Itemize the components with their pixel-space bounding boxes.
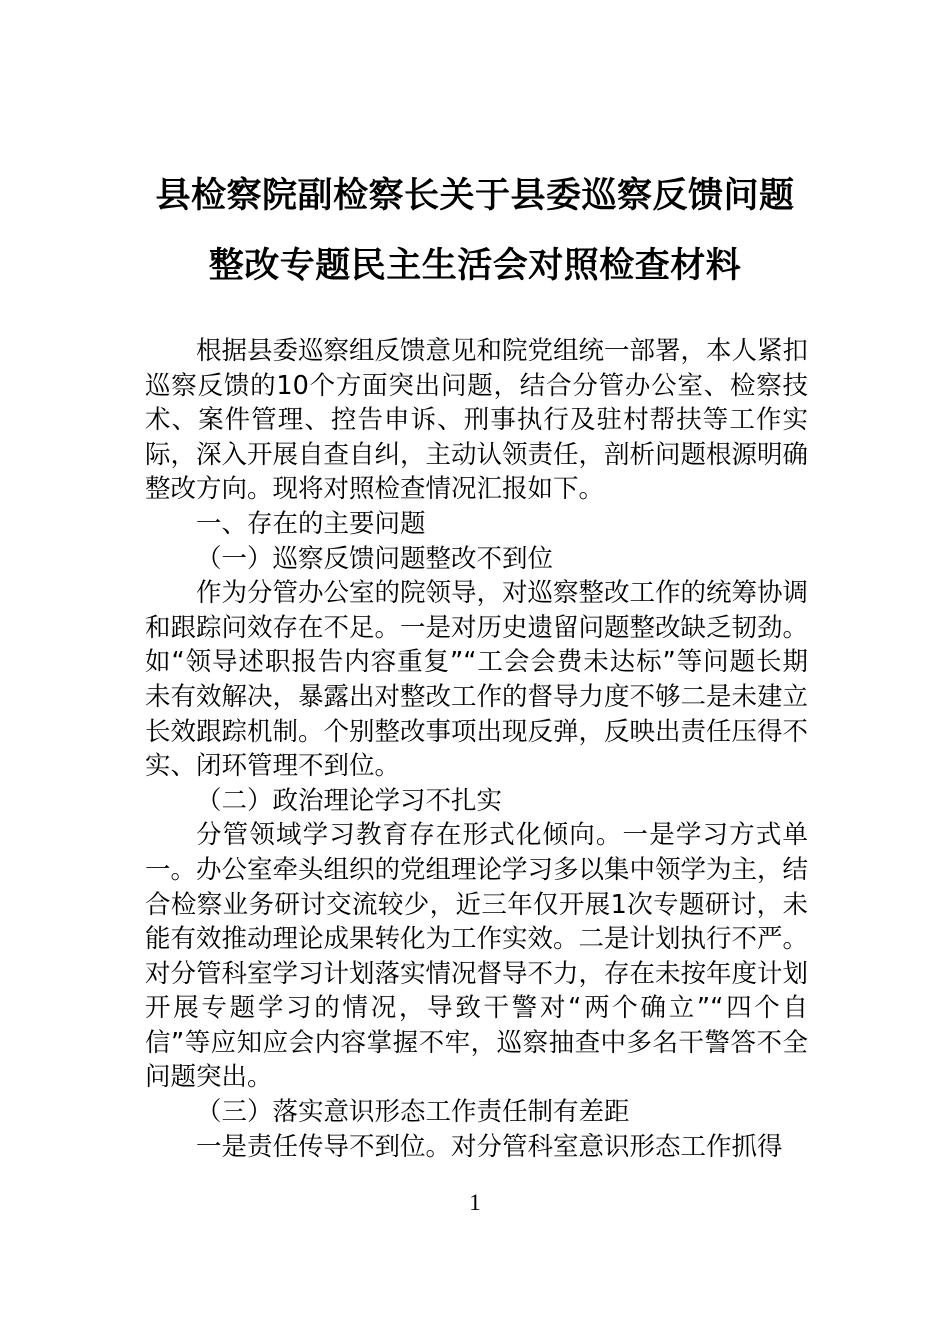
document-title-line-2: 整改专题民主生活会对照检查材料 [208, 246, 742, 286]
page-number: 1 [469, 1190, 481, 1215]
intro-paragraph: 根据县委巡察组反馈意见和院党组统一部署，本人紧扣巡察反馈的10个方面突出问题，结合分管办公室、检察技术、案件管理、控告申诉、刑事执行及驻村帮扶等工作实际，深入开展自查自纠，主动认领责任，剖析问题根源明确整改方向。现将对照检查情况汇报如下。 [145, 336, 809, 505]
body-paragraph-3: 一是责任传导不到位。对分管科室意识形态工作抓得 [196, 1131, 783, 1162]
document-title-line-1: 县检察院副检察长关于县委巡察反馈问题 [155, 176, 795, 216]
section-heading-1: 一、存在的主要问题 [196, 508, 426, 539]
document-body [145, 334, 808, 1164]
body-paragraph-1: 作为分管办公室的院领导，对巡察整改工作的统筹协调和跟踪问效存在不足。一是对历史遗留问题整改缺乏韧劲。如“领导述职报告内容重复”“工会会费未达标”等问题长期未有效解决，暴露出对整改工作的督导力度不够二是未建立长效跟踪机制。个别整改事项出现反弹，反映出责任压得不实、闭环管理不到位。 [145, 578, 809, 782]
body-paragraph-2: 分管领域学习教育存在形式化倾向。一是学习方式单一。办公室牵头组织的党组理论学习多以集中领学为主，结合检察业务研讨交流较少，近三年仅开展1次专题研讨，未能有效推动理论成果转化为工作实效。二是计划执行不严。对分管科室学习计划落实情况督导不力，存在未按年度计划开展专题学习的情况，导致干警对“两个确立”“四个自信”等应知应会内容掌握不牢，巡察抽查中多名干警答不全问题突出。 [145, 820, 809, 1093]
subsection-heading-1: （一）巡察反馈问题整改不到位 [196, 543, 554, 574]
subsection-heading-3: （三）落实意识形态工作责任制有差距 [196, 1097, 630, 1128]
subsection-heading-2: （二）政治理论学习不扎实 [196, 785, 503, 816]
